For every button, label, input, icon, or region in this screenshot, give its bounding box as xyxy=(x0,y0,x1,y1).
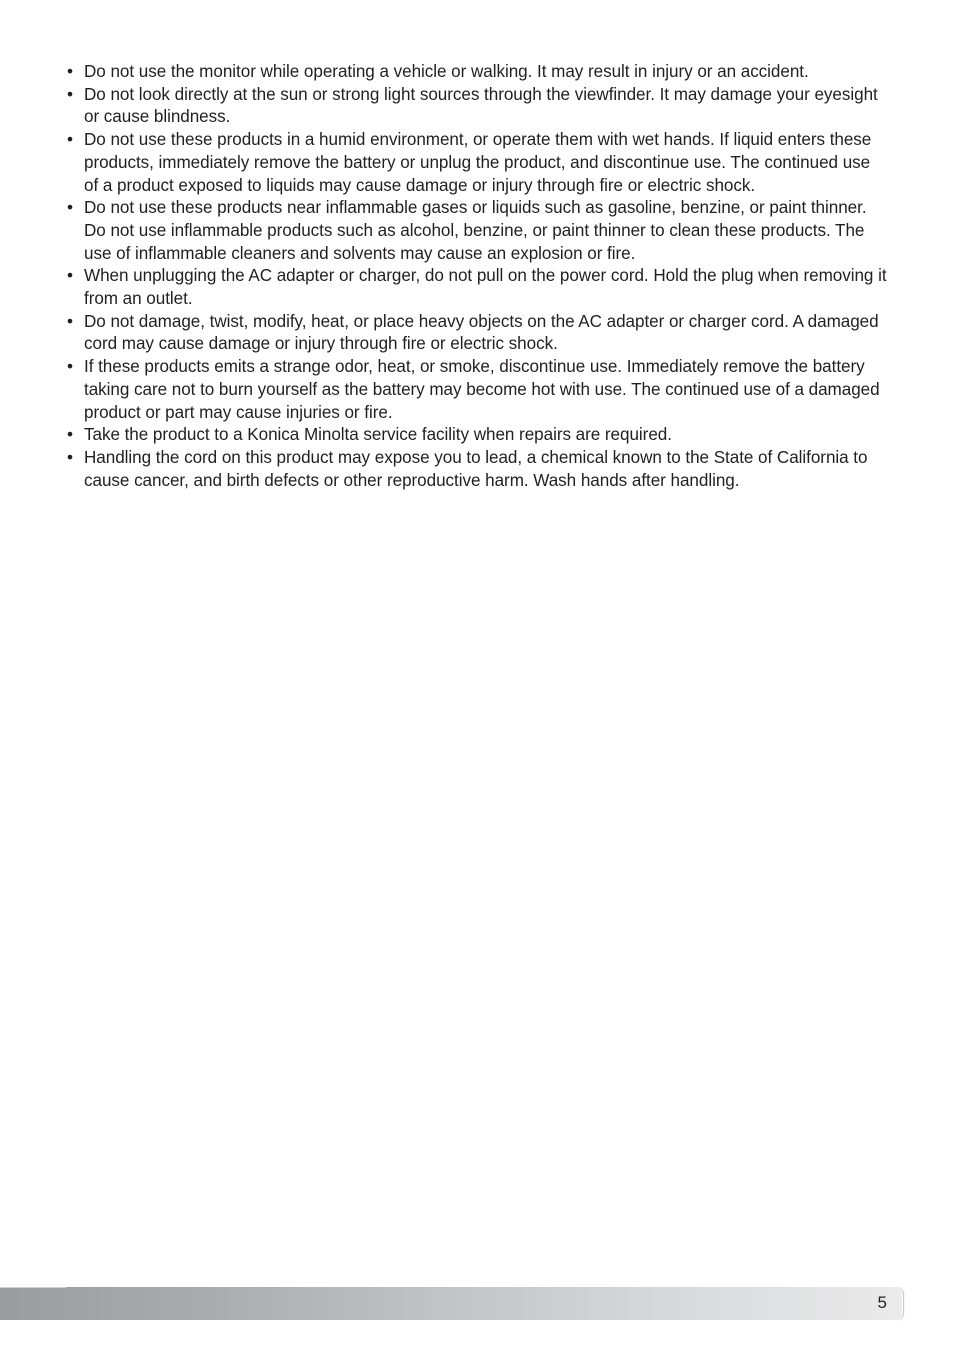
safety-item-text: When unplugging the AC adapter or charger, do not pull on the power cord. Hold the plug when removing it from an outlet. xyxy=(84,266,887,309)
safety-item-text: If these products emits a strange odor, heat, or smoke, discontinue use. Immediately remove the battery taking care not to burn yourself as the battery may become hot with use. The continued use of a damaged product or part may cause injuries or fire. xyxy=(84,357,880,422)
bullet-icon: • xyxy=(67,266,73,286)
safety-item-repairs xyxy=(66,424,888,447)
bullet-icon: • xyxy=(67,198,73,218)
safety-item-monitor xyxy=(66,61,888,84)
bullet-icon: • xyxy=(67,130,73,150)
safety-bullet-list xyxy=(66,61,888,492)
page-content xyxy=(66,61,888,492)
safety-item-text: Do not use the monitor while operating a vehicle or walking. It may result in injury or an accident. xyxy=(84,62,809,81)
bullet-icon: • xyxy=(67,447,73,467)
bullet-icon: • xyxy=(67,62,73,81)
bullet-icon: • xyxy=(67,84,73,104)
safety-item-humidity xyxy=(66,129,888,197)
safety-item-text: Do not damage, twist, modify, heat, or place heavy objects on the AC adapter or charger cord. A damaged cord may cause damage or injury through fire or electric shock. xyxy=(84,311,879,354)
safety-item-text: Do not use these products in a humid environment, or operate them with wet hands. If liquid enters these products, immediately remove the battery or unplug the product, and discontinue use. The continued use of a product exposed to liquids may cause damage or injury through fire or electric shock. xyxy=(84,130,872,195)
safety-item-text: Do not look directly at the sun or strong light sources through the viewfinder. It may damage your eyesight or cause blindness. xyxy=(84,84,878,127)
safety-item-lead-warning xyxy=(66,447,888,492)
bullet-icon: • xyxy=(67,357,73,377)
safety-item-unplugging xyxy=(66,265,888,310)
footer-bar-edge xyxy=(896,1287,903,1320)
bullet-icon: • xyxy=(67,425,73,445)
page-number: 5 xyxy=(877,1293,887,1312)
footer-bar xyxy=(0,1287,902,1320)
safety-item-text: Take the product to a Konica Minolta service facility when repairs are required. xyxy=(84,425,672,445)
bullet-icon: • xyxy=(67,311,73,331)
safety-item-text: Handling the cord on this product may expose you to lead, a chemical known to the State of California to cause cancer, and birth defects or other reproductive harm. Wash hands after handling. xyxy=(84,447,868,490)
safety-item-inflammables xyxy=(66,197,888,265)
safety-item-sun xyxy=(66,84,888,129)
safety-item-text: Do not use these products near inflammable gases or liquids such as gasoline, benzine, or paint thinner. Do not use inflammable products such as alcohol, benzine, or paint thinner to clean these products. The use of inflammable cleaners and solvents may cause an explosion or fire. xyxy=(84,198,867,263)
safety-item-odor-smoke xyxy=(66,356,888,424)
safety-item-cord-damage xyxy=(66,311,888,356)
